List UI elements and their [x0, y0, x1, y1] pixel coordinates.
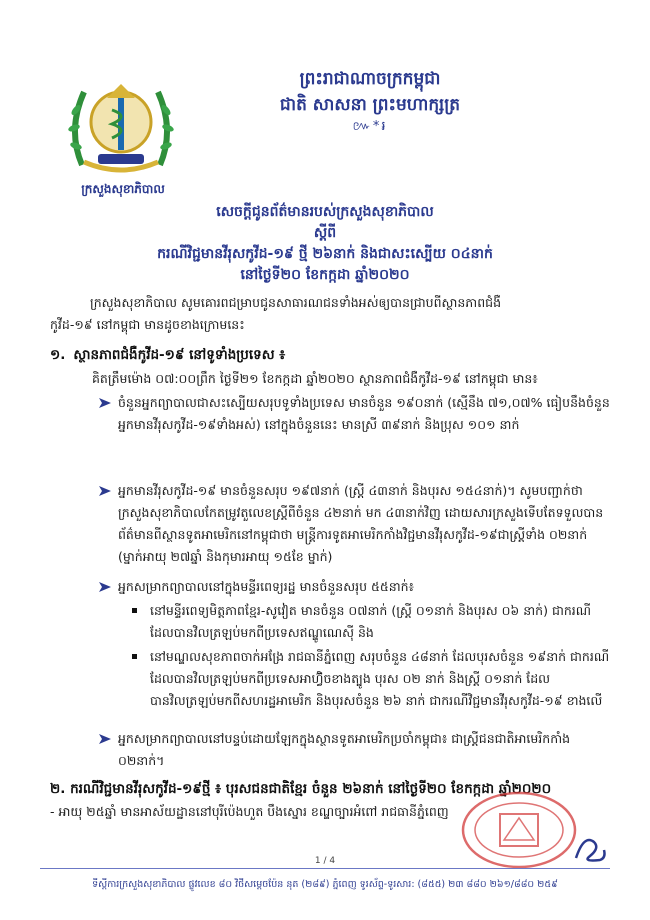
intro-line-2: កូវីដ-១៩ នៅកម្ពុជា មានដូចខាងក្រោមនេះ: [50, 317, 245, 332]
arrow-bullet-icon: [98, 397, 112, 409]
arrow-bullet-icon: [98, 581, 112, 593]
section-2-detail: - អាយុ ២៥ឆ្នាំ មានអាស័យដ្ឋាននៅបុរីប៉េងហួត បឹងស្នោរ ខណ្ឌច្បារអំពៅ រាជធានីភ្នំពេញ: [50, 804, 449, 819]
page-number: 1 / 4: [314, 856, 336, 866]
bullet-hospitalized: [118, 576, 610, 598]
bullet-total-cases: [118, 480, 610, 568]
official-stamp: [460, 790, 578, 870]
footer-address: ទីស្ដីការក្រសួងសុខាភិបាល ផ្លូវលេខ ៨០ វិថីសម្ដេចប៉ែន នុត (២៨៩) ភ្នំពេញ ទូរស័ព្ទ-ទូរសារ: (៨៥៥) ២៣ ៨៨០ ២៦១/៨៨០ ២៥៩: [92, 879, 558, 890]
square-bullet-icon: [132, 654, 137, 659]
section-2-title: ករណីវិជ្ជមានវីរុសកូវីដ-១៩ថ្មី ៖ បុរសជនជាតិខ្មែរ ចំនួន ២៦នាក់ នៅថ្ងៃទី២០ ខែកក្កដា ឆ្នាំ២០២០: [70, 781, 552, 797]
footer-divider: [40, 868, 610, 869]
section-1-intro: គិតត្រឹមម៉ោង ០៧:០០ព្រឹក ថ្ងៃទី២១ ខែកក្កដា ឆ្នាំ២០២០ ស្ថានភាពជំងឺកូវីដ-១៩ នៅកម្ពុជា មាន៖: [92, 371, 538, 386]
subbullet-text: នៅមន្ទីរពេទ្យមិត្តភាពខ្មែរ-សូវៀត មានចំនួន ០៧នាក់ (ស្ត្រី ០១នាក់ និងបុរស ០៦ នាក់) ជាករណីដែលបានវិលត្រឡប់មកពីប្រទេសឥណ្ឌូណេស៊ី និង: [150, 603, 592, 640]
subbullet-chak-angre-center: [150, 646, 610, 712]
bullet-embassy: [118, 728, 610, 772]
title-line-4: នៅថ្ងៃទី២០ ខែកក្កដា ឆ្នាំ២០២០: [240, 267, 410, 283]
title-line-1: សេចក្ដីជូនព័ត៌មានរបស់ក្រសួងសុខាភិបាល: [216, 204, 434, 220]
kingdom-name: ព្រះរាជាណាចក្រកម្ពុជា: [299, 69, 441, 89]
section-2-number: ២.: [50, 781, 66, 797]
intro-line-1: ក្រសួងសុខាភិបាល សូមគោរពជម្រាបជូនសាធារណជនទាំងអស់ឲ្យបានជ្រាបពីស្ថានភាពជំងឺ: [90, 295, 502, 310]
section-1-title: ស្ថានភាពជំងឺកូវីដ-១៩ នៅទូទាំងប្រទេស ៖: [73, 347, 286, 363]
bullet-text: អ្នកមានវីរុសកូវីដ-១៩ មានចំនួនសរុប ១៩៧នាក់ (ស្ត្រី ៤៣នាក់ និងបុរស ១៥៤នាក់)។ សូមបញ្ជាក់ថា ក្រសួងសុខាភិបាលកែតម្រូវតួលេខស្ត្រីពីចំនួន ៤២នាក់ មក ៤៣នាក់វិញ ដោយសារក្រសួងទើបតែទទួលបានព័ត៌មានពីស្ថានទូតអាមេរិកនៅកម្ពុជាថា មន្ត្រីការទូតអាមេរិកកាំងវិជ្ជមានវីរុសកូវីដ-១៩ជាស្ត្រីទាំង ០២នាក់ (ម្នាក់អាយុ ២៧ឆ្នាំ និងកុមារអាយុ ១៥ខែ ម្នាក់): [118, 483, 604, 564]
kingdom-heading: [200, 66, 540, 136]
square-bullet-icon: [132, 608, 137, 613]
bullet-recovered: [118, 392, 610, 436]
signature: [570, 828, 610, 868]
arrow-bullet-icon: [98, 485, 112, 497]
arrow-bullet-icon: [98, 733, 112, 745]
title-line-3: ករណីវិជ្ជមានវីរុសកូវីដ-១៩ ថ្មី ២៦នាក់ និងជាសះស្បើយ ០៤នាក់: [157, 246, 493, 262]
ornament: ៚*៛: [352, 119, 388, 134]
announcement-title: [40, 202, 610, 286]
subbullet-text: នៅមណ្ឌលសុខភាពចាក់អង្រែ រាជធានីភ្នំពេញ សរុបចំនួន ៤៨នាក់ ដែលបុរសចំនួន ១៩នាក់ ជាករណីដែលបានវិលត្រឡប់មកពីប្រទេសអាហ៊្វិចខាងត្បូង បុរស ០២ នាក់ និងស្ត្រី ០១នាក់ ដែលបានវិលត្រឡប់មកពីសហរដ្ឋអាមេរិក និងបុរសចំនួន ២៦ នាក់ ជាករណីវិជ្ជមានវីរុសកូវីដ-១៩ ខាងលើ: [150, 649, 610, 708]
ministry-of-health-logo: [62, 70, 180, 180]
national-motto: ជាតិ សាសនា ព្រះមហាក្សត្រ: [279, 95, 461, 115]
bullet-text: ចំនួនអ្នកព្យាបាលជាសះស្បើយសរុបទូទាំងប្រទេស មានចំនួន ១៩០នាក់ (ស្មើនឹង ៧១,០៧% ធៀបនឹងចំនួនអ្នកមានវីរុសកូវីដ-១៩ទាំងអស់) នៅក្នុងចំនួននេះ មានស្រី ៣៩នាក់ និងប្រុស ១០១ នាក់: [118, 395, 610, 432]
bullet-text: អ្នកសម្រាកព្យាបាលនៅក្នុងមន្ទីរពេទ្យរដ្ឋ មានចំនួនសរុប ៥៥នាក់៖: [118, 579, 415, 594]
bullet-text: អ្នកសម្រាកព្យាបាលនៅបន្ទប់ដោយឡែកក្នុងស្ថានទូតអាមេរិកប្រចាំកម្ពុជា៖ ជាស្ត្រីជនជាតិអាមេរិកកាំង ០២នាក់។: [118, 731, 571, 768]
subbullet-khmer-soviet-hospital: [150, 600, 610, 644]
title-line-2: ស្ដីពី: [313, 225, 337, 241]
section-1-heading: [50, 344, 590, 366]
section-1-number: ១.: [50, 347, 66, 363]
ministry-caption: ក្រសួងសុខាភិបាល: [81, 182, 165, 196]
